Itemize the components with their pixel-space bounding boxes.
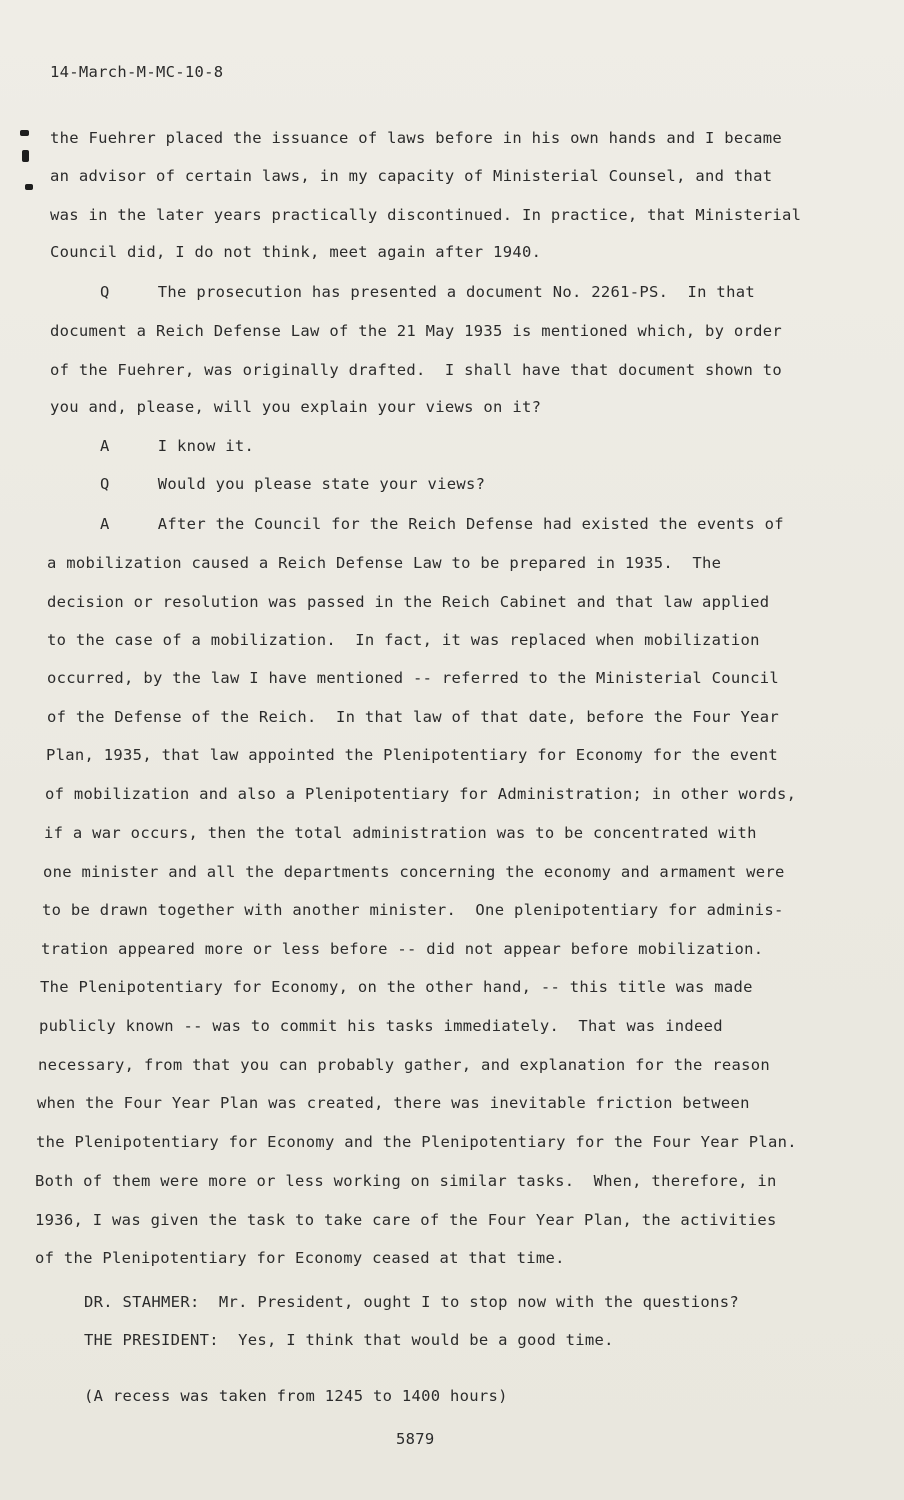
text-line: document a Reich Defense Law of the 21 May 1935 is mentioned which, by order (50, 322, 783, 340)
text-line: of the Fuehrer, was originally drafted. I shall have that document shown to (50, 361, 783, 379)
text-line: Plan, 1935, that law appointed the Plenipotentiary for Economy for the event (46, 746, 779, 764)
text-line: if a war occurs, then the total administration was to be concentrated with (44, 824, 757, 842)
recess-note: (A recess was taken from 1245 to 1400 hours) (84, 1387, 508, 1405)
text-line: one minister and all the departments concerning the economy and armament were (43, 863, 785, 881)
text-line: to the case of a mobilization. In fact, it was replaced when mobilization (47, 631, 760, 649)
margin-mark-3 (25, 184, 33, 190)
text-line: A I know it. (100, 437, 255, 455)
speaker-line: DR. STAHMER: Mr. President, ought I to stop now with the questions? (84, 1293, 739, 1311)
text-line: decision or resolution was passed in the Reich Cabinet and that law applied (47, 593, 770, 611)
text-line: Council did, I do not think, meet again after 1940. (50, 243, 542, 261)
text-line: A After the Council for the Reich Defense had existed the events of (100, 515, 784, 533)
text-line: of the Plenipotentiary for Economy ceased at that time. (35, 1249, 565, 1267)
page-number: 5879 (396, 1430, 435, 1448)
text-line: occurred, by the law I have mentioned -- referred to the Ministerial Council (47, 669, 780, 687)
text-line: tration appeared more or less before -- did not appear before mobilization. (41, 940, 764, 958)
text-line: of the Defense of the Reich. In that law of that date, before the Four Year (47, 708, 780, 726)
text-line: Q The prosecution has presented a document No. 2261-PS. In that (100, 283, 755, 301)
text-line: a mobilization caused a Reich Defense Law to be prepared in 1935. The (47, 554, 722, 572)
text-line: of mobilization and also a Plenipotentiary for Administration; in other words, (45, 785, 797, 803)
text-line: when the Four Year Plan was created, there was inevitable friction between (37, 1094, 750, 1112)
text-line: was in the later years practically discontinued. In practice, that Ministerial (50, 206, 802, 224)
text-line: to be drawn together with another minister. One plenipotentiary for adminis- (42, 901, 784, 919)
text-line: Both of them were more or less working on similar tasks. When, therefore, in (35, 1172, 777, 1190)
text-line: the Fuehrer placed the issuance of laws before in his own hands and I became (50, 129, 783, 147)
text-line: 1936, I was given the task to take care of the Four Year Plan, the activities (35, 1211, 777, 1229)
text-line: The Plenipotentiary for Economy, on the other hand, -- this title was made (40, 978, 753, 996)
margin-mark-1 (20, 130, 29, 136)
text-line: you and, please, will you explain your views on it? (50, 398, 542, 416)
speaker-line: THE PRESIDENT: Yes, I think that would be a good time. (84, 1331, 614, 1349)
margin-mark-2 (22, 150, 29, 162)
text-line: publicly known -- was to commit his tasks immediately. That was indeed (39, 1017, 723, 1035)
text-line: an advisor of certain laws, in my capacity of Ministerial Counsel, and that (50, 167, 773, 185)
document-reference: 14-March-M-MC-10-8 (50, 63, 224, 81)
text-line: the Plenipotentiary for Economy and the Plenipotentiary for the Four Year Plan. (36, 1133, 797, 1151)
text-line: necessary, from that you can probably gather, and explanation for the reason (38, 1056, 771, 1074)
text-line: Q Would you please state your views? (100, 475, 486, 493)
